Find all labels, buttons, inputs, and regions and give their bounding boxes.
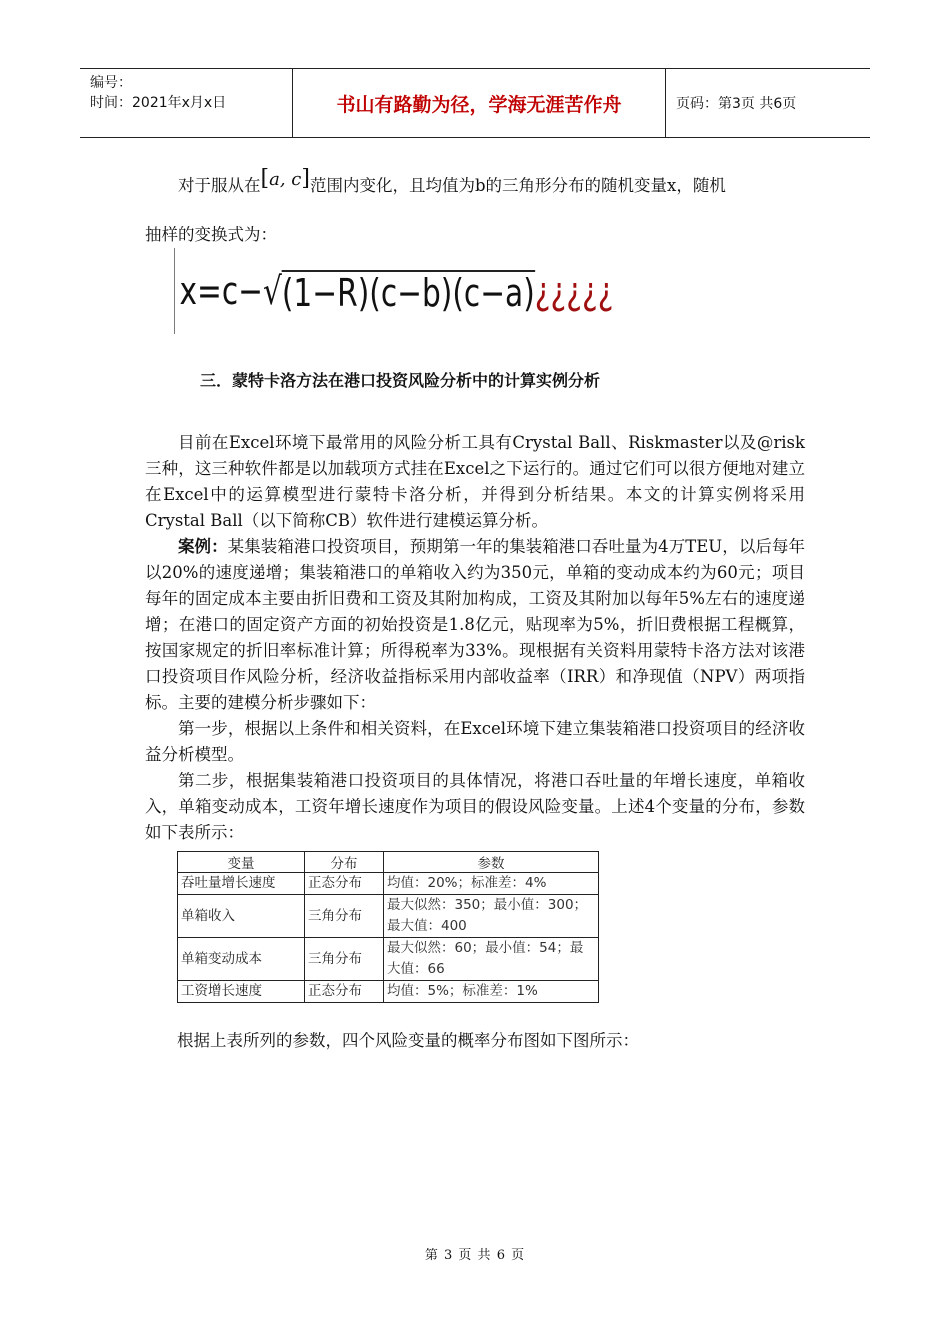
table-cell: 单箱变动成本	[178, 938, 305, 981]
table-row	[178, 895, 599, 938]
intro-text-pre: 对于服从在	[178, 176, 261, 195]
section-title: 三．蒙特卡洛方法在港口投资风险分析中的计算实例分析	[200, 371, 601, 390]
paragraph-step1: 第一步，根据以上条件和相关资料，在Excel环境下建立集装箱港口投资项目的经济收益分析模型。	[145, 719, 805, 764]
formula-radicand: (1−R)(c−b)(c−a)	[281, 271, 535, 315]
table-cell: 最大似然：350；最小值：300；最大值：400	[384, 895, 599, 938]
table-cell: 三角分布	[305, 895, 384, 938]
header-page: 页码：第3页 共6页	[676, 96, 797, 112]
intro-text-post: 范围内变化，且均值为b的三角形分布的随机变量x，随机	[309, 176, 726, 195]
header-motto: 书山有路勤为径，学海无涯苦作舟	[292, 69, 666, 137]
table-row	[178, 873, 599, 895]
interval-values: a, c	[269, 169, 302, 190]
table-cell: 均值：5%；标准差：1%	[384, 981, 599, 1003]
table-header-cell: 变量	[178, 852, 305, 873]
formula-main: x=c−√	[179, 269, 282, 313]
intro-line2	[145, 222, 805, 248]
paragraph-step2: 第二步，根据集装箱港口投资项目的具体情况，将港口吞吐量的年增长速度，单箱收入，单箱变动成本，工资年增长速度作为项目的假设风险变量。上述4个变量的分布，参数如下表所示：	[145, 771, 805, 842]
table-cell: 均值：20%；标准差：4%	[384, 873, 599, 895]
header-meta	[80, 69, 292, 137]
table-header-row	[178, 852, 599, 873]
table-header-cell: 分布	[305, 852, 384, 873]
page-footer: 第 3 页 共 6 页	[424, 1248, 526, 1263]
body-text	[145, 430, 805, 846]
paragraph-case	[145, 534, 805, 716]
case-label: 案例：	[178, 537, 228, 556]
table-row	[178, 981, 599, 1003]
formula-trailing-glyphs: ¿¿¿¿¿	[534, 269, 614, 313]
table-cell: 正态分布	[305, 873, 384, 895]
risk-variables-table	[177, 851, 599, 1003]
transform-formula	[174, 248, 614, 334]
table-row	[178, 938, 599, 981]
table-cell: 吞吐量增长速度	[178, 873, 305, 895]
table-cell: 正态分布	[305, 981, 384, 1003]
case-text: 某集装箱港口投资项目，预期第一年的集装箱港口吞吐量为4万TEU，以后每年以20%的速度递增；集装箱港口的单箱收入约为350元，单箱的变动成本约为60元；项目每年的固定成本主要由折旧费和工资及其附加构成，工资及其附加以每年5%左右的速度递增；在港口的固定资产方面的初始投资是1.8亿元，贴现率为5%，折旧费根据工程概算，按国家规定的折旧率标准计算；所得税率为33%。现根据有关资料用蒙特卡洛方法对该港口投资项目作风险分析，经济收益指标采用内部收益率（IRR）和净现值（NPV）两项指标。主要的建模分析步骤如下：	[145, 537, 805, 712]
header-code: 编号：	[90, 75, 132, 91]
interval-notation: [a, c]	[260, 166, 310, 191]
table-cell: 三角分布	[305, 938, 384, 981]
table-cell: 最大似然：60；最小值：54；最大值：66	[384, 938, 599, 981]
paragraph-tools: 目前在Excel环境下最常用的风险分析工具有Crystal Ball、Riskmaster以及@risk三种，这三种软件都是以加载项方式挂在Excel之下运行的。通过它们可以很方便地对建立在Excel中的运算模型进行蒙特卡洛分析，并得到分析结果。本文的计算实例将采用Crystal Ball（以下简称CB）软件进行建模运算分析。	[145, 433, 805, 530]
table-cell: 单箱收入	[178, 895, 305, 938]
intro-text-line2: 抽样的变换式为：	[145, 225, 277, 244]
table-header-cell: 参数	[384, 852, 599, 873]
after-table-text: 根据上表所列的参数，四个风险变量的概率分布图如下图所示：	[177, 1031, 639, 1050]
intro-line1	[145, 166, 805, 199]
page-header	[80, 68, 870, 138]
header-date: 时间：2021年x月x日	[90, 95, 227, 111]
table-cell: 工资增长速度	[178, 981, 305, 1003]
